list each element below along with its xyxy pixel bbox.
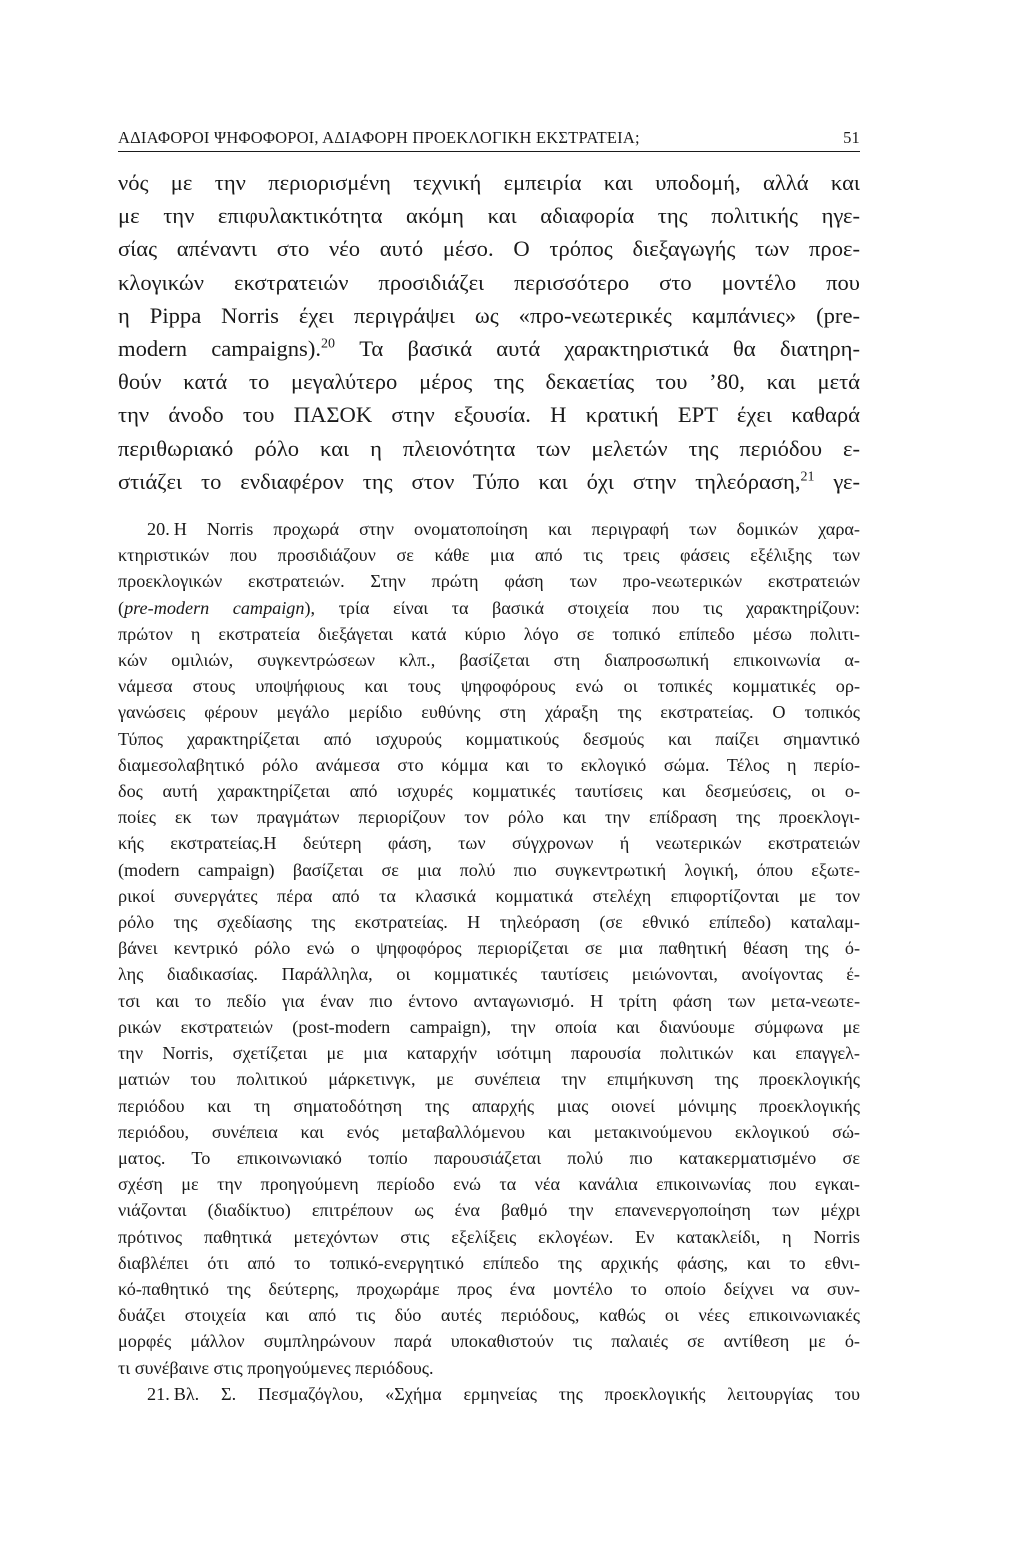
book-page [118,128,860,1407]
footnote-line: ποίες εκ των πραγμάτων περιορίζουν τον ρόλο και την επίδραση της προεκλογι- [118,807,860,828]
footnote-text: Η Norris προχωρά στην ονοματοποίηση και περιγραφή των δομικών χαρα- [173,519,860,540]
body-line [118,332,860,365]
footnote-line: ρικοί συνεργάτες πέρα από τα κλασικά κομματικά στελέχη επιφορτίζονται με τον [118,885,860,906]
footnote-line: λης διαδικασίας. Παράλληλα, οι κομματικές ταυτίσεις μειώνονται, ανοίγοντας έ- [118,964,860,985]
body-line: η Pippa Norris έχει περιγράψει ως «προ-νεωτερικές καμπάνιες» (pre- [118,302,860,328]
body-line: κλογικών εκστρατειών προσιδιάζει περισσότερο στο μοντέλο που [118,269,860,295]
footnote-line: δυάζει στοιχεία και από τις δύο αυτές περιόδους, καθώς οι νέες επικοινωνιακές [118,1305,860,1326]
footnote-21 [118,1381,860,1407]
footnote-line: ρικών εκστρατειών (post-modern campaign), την οποία και διανύουμε σύμφωνα με [118,1016,860,1037]
footnote-ref-20: 20 [321,336,335,352]
footnote-italic-term: pre-modern campaign [124,597,305,618]
footnote-line: βάνει κεντρικό ρόλο ενώ ο ψηφοφόρος περιορίζεται σε μια παθητική θέαση της ό- [118,938,860,959]
footnote-line: κών ομιλιών, συγκεντρώσεων κλπ., βασίζεται στη διαπροσωπική επικοινωνία α- [118,650,860,671]
footnote-line: κό-παθητικό της δεύτερης, προχωράμε προς ένα μοντέλο το οποίο δείχνει να συν- [118,1278,860,1299]
footnote-line: κτηριστικών που προσιδιάζουν σε κάθε μια από τις τρεις φάσεις εξέλιξης των [118,545,860,566]
running-header-title: ΑΔΙΑΦΟΡΟΙ ΨΗΦΟΦΟΡΟΙ, ΑΔΙΑΦΟΡΗ ΠΡΟΕΚΛΟΓΙΚΗ ΕΚΣΤΡΑΤΕΙΑ; [118,128,640,147]
footnote-line: γανώσεις φέρουν μεγάλο μερίδιο ευθύνης στη χάραξη της εκστρατείας. Ο τοπικός [118,702,860,723]
footnote-line: τσι και το πεδίο για έναν πιο έντονο ανταγωνισμό. Η τρίτη φάση των μετα-νεωτε- [118,990,860,1011]
footnote-line: μορφές μάλλον συμπληρώνουν παρά υποκαθιστούν τις παλαιές σε αντίθεση με ό- [118,1331,860,1352]
footnote-line: νάμεσα στους υποψήφιους και τους ψηφοφόρους ενώ οι τοπικές κομματικές ορ- [118,676,860,697]
footnote-text: ( [118,597,125,618]
page-number: 51 [843,128,860,147]
body-line: με την επιφυλακτικότητα ακόμη και αδιαφορία της πολιτικής ηγε- [118,203,860,229]
footnote-line: την Norris, σχετίζεται με μια καταρχήν ισότιμη παρουσία πολιτικών και επαγγελ- [118,1043,860,1064]
footnote-ref-21: 21 [800,469,815,485]
footnote-line: τι συνέβαινε στις προηγούμενες περιόδους. [118,1357,434,1378]
body-text-fragment: Τα βασικά αυτά χαρακτηριστικά θα διατηρη- [335,336,860,362]
footnote-line: Τύπος χαρακτηρίζεται από ισχυρούς κομματικούς δεσμούς και παίζει σημαντικό [118,728,860,749]
running-header [118,128,860,152]
body-line: περιθωριακό ρόλο και η πλειονότητα των μελετών της περιόδου ε- [118,435,860,461]
main-text [118,166,860,498]
footnote-line: σχέση με την προηγούμενη περίοδο ενώ τα νέα κανάλια επικοινωνίας που εγκαι- [118,1174,860,1195]
body-line [118,465,860,498]
body-line: σίας απέναντι στο νέο αυτό μέσο. Ο τρόπος διεξαγωγής των προε- [118,236,860,262]
footnote-line: περιόδου, συνέπεια και ενός μεταβαλλόμενου και μετακινούμενου εκλογικού σώ- [118,1121,860,1142]
footnote-number: 21. [147,1383,170,1404]
footnote-line [118,1381,860,1407]
body-text-fragment: στιάζει το ενδιαφέρον της στον Τύπο και όχι στην τηλεόραση, [118,468,801,494]
footnote-line [118,595,860,621]
body-text-fragment: modern campaigns). [118,336,321,362]
footnote-text: Βλ. Σ. Πεσμαζόγλου, «Σχήμα ερμηνείας της προεκλογικής λειτουργίας του [173,1383,860,1404]
footnote-number: 20. [147,519,170,540]
body-line: νός με την περιορισμένη τεχνική εμπειρία και υποδομή, αλλά και [118,170,860,195]
footnote-line: πρότινος παθητικά μετεχόντων στις εξελίξεις εκλογέων. Εν κατακλείδι, η Norris [118,1226,860,1247]
footnote-line: κής εκστρατείας.Η δεύτερη φάση, των σύγχρονων ή νεωτερικών εκστρατειών [118,833,860,854]
footnote-line: διαμεσολαβητικό ρόλο ανάμεσα στο κόμμα και το εκλογικό σώμα. Τέλος η περίο- [118,754,860,775]
footnote-line: περιόδου και τη σηματοδότηση της απαρχής μιας οιονεί μόνιμης προεκλογικής [118,1095,860,1116]
footnote-line: (modern campaign) βασίζεται σε μια πολύ πιο συγκεντρωτική λογική, όπου εξωτε- [118,859,860,880]
footnote-text: ), τρία είναι τα βασικά στοιχεία που τις χαρακτηρίζουν: [304,597,860,618]
footnote-line: προεκλογικών εκστρατειών. Στην πρώτη φάση των προ-νεωτερικών εκστρατειών [118,571,860,592]
body-line: την άνοδο του ΠΑΣΟΚ στην εξουσία. Η κρατική ΕΡΤ έχει καθαρά [118,402,860,428]
footnote-line: ματος. Το επικοινωνιακό τοπίο παρουσιάζεται πολύ πιο κατακερματισμένο σε [118,1147,860,1168]
body-line: θούν κατά το μεγαλύτερο μέρος της δεκαετίας του ’80, και μετά [118,369,860,395]
body-text-fragment: γε- [814,468,860,494]
footnote-line: ματιών του πολιτικού μάρκετινγκ, με συνέπεια την επιμήκυνση της προεκλογικής [118,1069,860,1090]
footnote-line: νιάζονται (διαδίκτυο) επιτρέπουν ως ένα βαθμό την επανενεργοποίηση των μέχρι [118,1200,860,1221]
footnote-line: πρώτον η εκστρατεία διεξάγεται κατά κύριο λόγο σε τοπικό επίπεδο μέσω πολιτι- [118,623,860,644]
footnote-line: ρόλο της σχεδίασης της εκστρατείας. Η τηλεόραση (σε εθνικό επίπεδο) καταλαμ- [118,912,860,933]
footnote-line [118,516,860,542]
footnote-line: διαβλέπει ότι από το τοπικό-ενεργητικό επίπεδο της αρχικής φάσης, και το εθνι- [118,1252,860,1273]
footnote-20 [118,516,860,1381]
footnote-line: δος αυτή χαρακτηρίζεται από ισχυρές κομματικές ταυτίσεις και δεσμεύσεις, οι ο- [118,781,860,802]
footnotes [118,516,860,1407]
